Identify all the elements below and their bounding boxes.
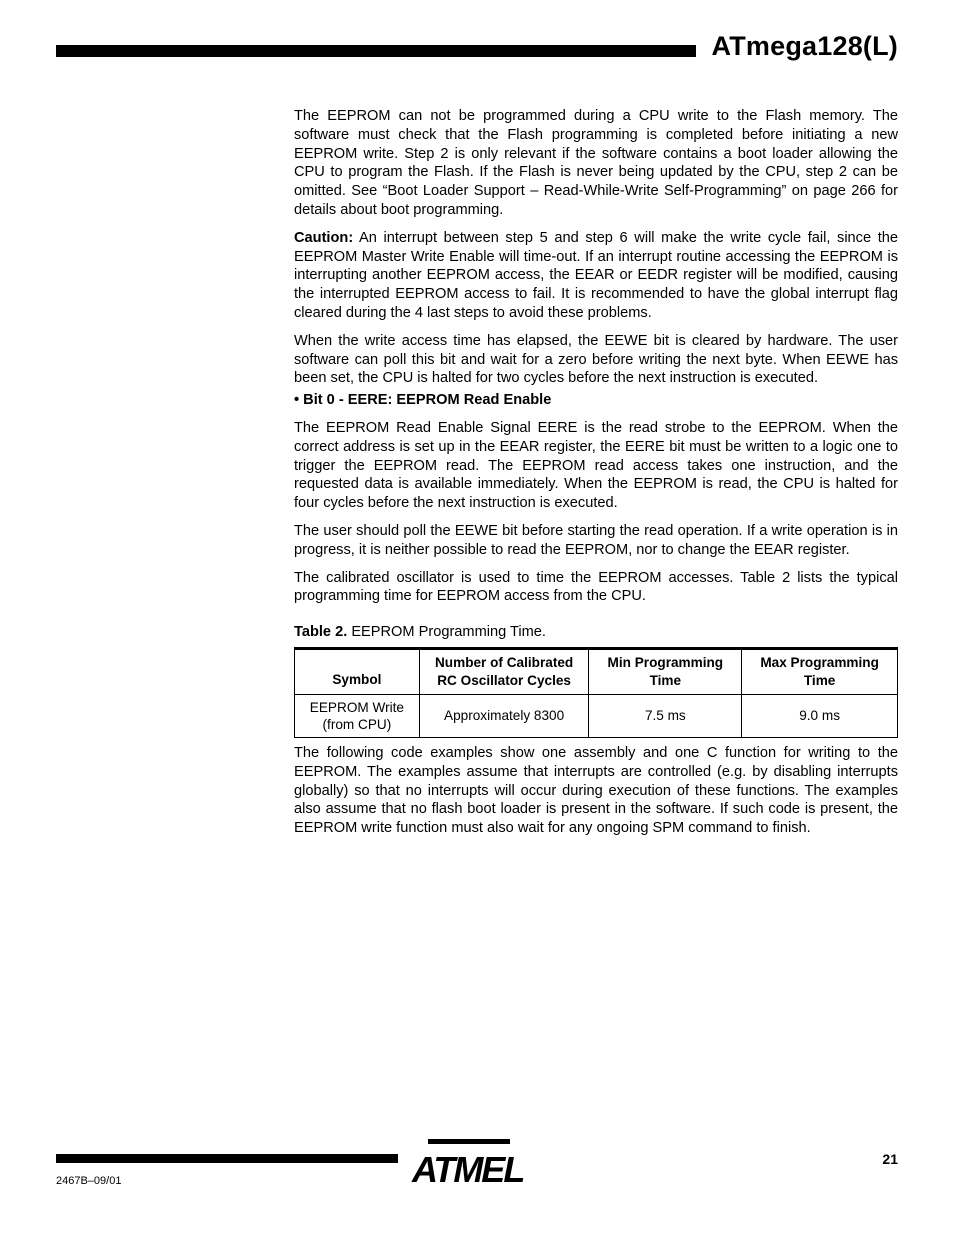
paragraph-code-examples: The following code examples show one assembly and one C function for writing to the EEPROM. The examples assume that interrupts are controlled (e.g. by disabling interrupts globally) so that no interrupts will occur during execution of these functions. The examples also assume that no flash boot loader is present in the software. If such code is present, the EEPROM write function must also wait for any ongoing SPM command to finish. xyxy=(294,744,898,837)
cell-symbol-line2: (from CPU) xyxy=(322,716,392,732)
paragraph-poll-eewe: The user should poll the EEWE bit before starting the read operation. If a write operation is in progress, it is neither possible to read the EEPROM, nor to change the EEAR register. xyxy=(294,522,898,558)
cell-symbol xyxy=(295,694,420,737)
paragraph-read-enable: The EEPROM Read Enable Signal EERE is the read strobe to the EEPROM. When the correct address is set up in the EEAR register, the EERE bit must be written to a logic one to trigger the EEPROM read. The EEPROM read access takes one instruction, and the requested data is available immediately. When the EEPROM is read, the CPU is halted for four cycles before the next instruction is executed. xyxy=(294,419,898,512)
cell-min-time: 7.5 ms xyxy=(589,694,742,737)
table-caption-text: EEPROM Programming Time. xyxy=(347,624,546,641)
eeprom-programming-time-table xyxy=(294,647,898,738)
page-header-title: ATmega128(L) xyxy=(711,31,898,61)
header-min-line1: Min Programming xyxy=(607,654,724,670)
header-max-line1: Max Programming xyxy=(760,654,879,670)
header-cycles-line1: Number of Calibrated xyxy=(434,654,574,670)
cell-max-time: 9.0 ms xyxy=(742,694,898,737)
header-min-line2: Time xyxy=(649,672,682,688)
atmel-logo-text: ATMEL xyxy=(412,1149,524,1190)
atmel-logo xyxy=(412,1138,524,1190)
section-heading-eere: • Bit 0 - EERE: EEPROM Read Enable xyxy=(294,392,552,409)
table-row xyxy=(295,694,898,737)
header-cycles-line2: RC Oscillator Cycles xyxy=(437,672,571,688)
document-code: 2467B–09/01 xyxy=(56,1175,122,1187)
cell-symbol-line1: EEPROM Write xyxy=(309,699,404,715)
paragraph-calibrated-oscillator: The calibrated oscillator is used to time the EEPROM accesses. Table 2 lists the typical programming time for EEPROM access from the CPU. xyxy=(294,569,898,605)
cell-cycles: Approximately 8300 xyxy=(419,694,589,737)
header-cell-cycles xyxy=(419,648,589,694)
header-cell-symbol: Symbol xyxy=(295,648,420,694)
paragraph-caution xyxy=(294,229,898,323)
table-header-row xyxy=(295,648,898,694)
caution-label: Caution: xyxy=(294,229,354,246)
header-rule xyxy=(56,45,696,57)
footer-rule xyxy=(56,1154,398,1163)
table-caption xyxy=(294,623,898,642)
main-content xyxy=(294,107,898,847)
page-number: 21 xyxy=(882,1151,898,1167)
paragraph-write-access-time: When the write access time has elapsed, the EEWE bit is cleared by hardware. The user software can poll this bit and wait for a zero before writing the next byte. When EEWE has been set, the CPU is halted for two cycles before the next instruction is executed. xyxy=(294,332,898,387)
header-max-line2: Time xyxy=(803,672,836,688)
table-caption-number: Table 2. xyxy=(294,624,348,641)
caution-text: An interrupt between step 5 and step 6 will make the write cycle fail, since the EEPROM Master Write Enable will time-out. If an interrupt routine accessing the EEPROM is interrupting another EEPROM access, the EEAR or EEDR register will be modified, causing the interrupted EEPROM access to fail. It is recommended to have the global interrupt flag cleared during the 4 last steps to avoid these problems. xyxy=(294,229,898,321)
atmel-logo-icon xyxy=(412,1138,524,1190)
header-cell-min-time xyxy=(589,648,742,694)
paragraph-flash-programming: The EEPROM can not be programmed during a CPU write to the Flash memory. The software must check that the Flash programming is completed before initiating a new EEPROM write. Step 2 is only relevant if the software contains a boot loader allowing the CPU to program the Flash. If the Flash is never being updated by the CPU, step 2 can be omitted. See “Boot Loader Support – Read-While-Write Self-Programming” on page 266 for details about boot programming. xyxy=(294,108,898,218)
header-cell-max-time xyxy=(742,648,898,694)
